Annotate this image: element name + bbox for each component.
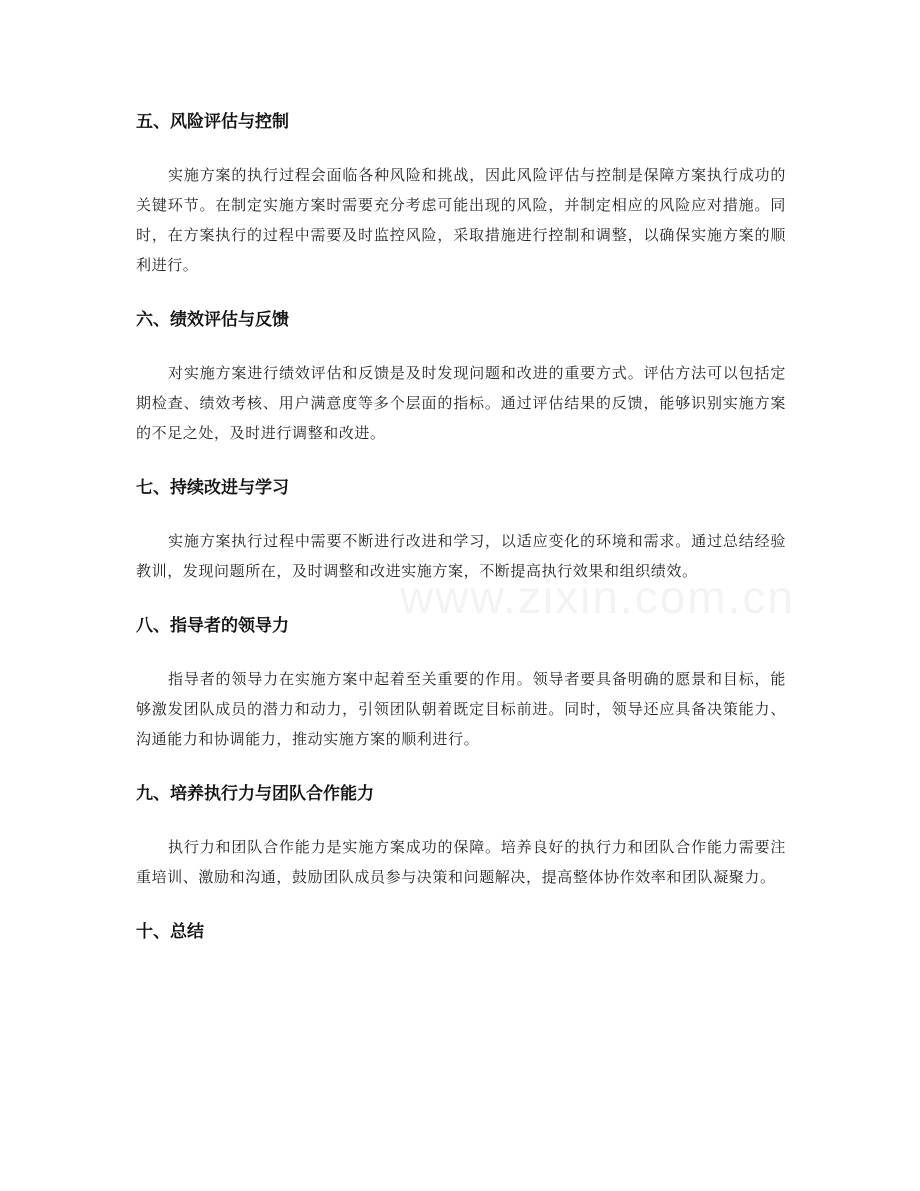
section-body-8: 指导者的领导力在实施方案中起着至关重要的作用。领导者要具备明确的愿景和目标，能够激发团队成员的潜力和动力，引领团队朝着既定目标前进。同时，领导还应具备决策能力、沟通能力和协调能力，推动实施方案的顺利进行。: [136, 670, 786, 748]
section-heading-5: 五、风险评估与控制: [136, 112, 289, 132]
section-heading-10: 十、总结: [136, 922, 204, 942]
section-body-9: 执行力和团队合作能力是实施方案成功的保障。培养良好的执行力和团队合作能力需要注重培训、激励和沟通，鼓励团队成员参与决策和问题解决，提高整体协作效率和团队凝聚力。: [136, 838, 786, 886]
section-body-6: 对实施方案进行绩效评估和反馈是及时发现问题和改进的重要方式。评估方法可以包括定期检查、绩效考核、用户满意度等多个层面的指标。通过评估结果的反馈，能够识别实施方案的不足之处，及时进行调整和改进。: [136, 364, 786, 442]
watermark: www.zixin.com.cn: [400, 571, 795, 623]
section-heading-9: 九、培养执行力与团队合作能力: [136, 784, 374, 804]
section-heading-6: 六、绩效评估与反馈: [136, 310, 289, 330]
section-heading-7: 七、持续改进与学习: [136, 478, 289, 498]
section-body-7: 实施方案执行过程中需要不断进行改进和学习，以适应变化的环境和需求。通过总结经验教训，发现问题所在，及时调整和改进实施方案，不断提高执行效果和组织绩效。: [136, 532, 786, 580]
section-body-5: 实施方案的执行过程会面临各种风险和挑战，因此风险评估与控制是保障方案执行成功的关键环节。在制定实施方案时需要充分考虑可能出现的风险，并制定相应的风险应对措施。同时，在方案执行的过程中需要及时监控风险，采取措施进行控制和调整，以确保实施方案的顺利进行。: [136, 166, 786, 274]
section-heading-8: 八、指导者的领导力: [136, 616, 289, 636]
document-content: [136, 107, 786, 947]
